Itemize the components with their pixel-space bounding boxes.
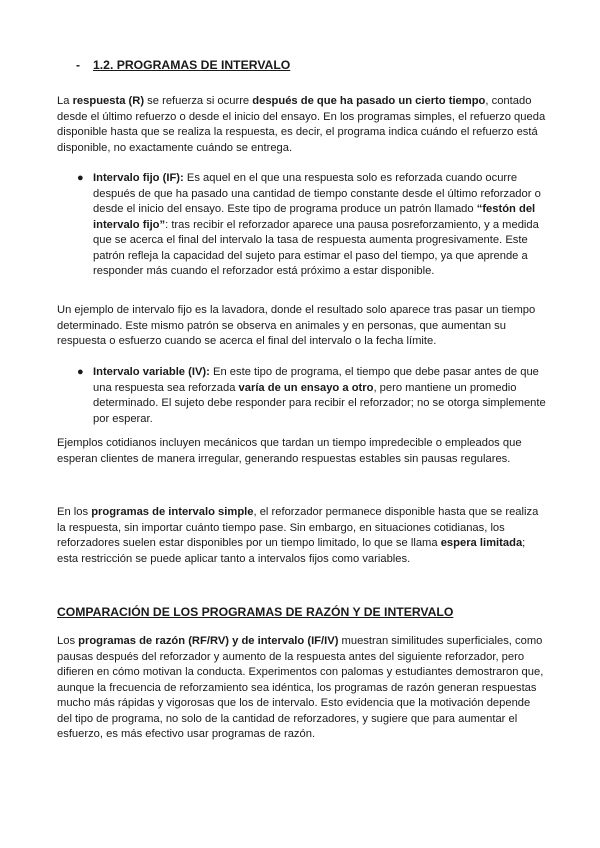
bullet-variable: ● <box>77 366 84 378</box>
bold-varia: varía de un ensayo a otro <box>238 381 374 394</box>
bold-programas-razon-intervalo: programas de razón (RF/RV) y de intervalo (IF/IV) <box>78 635 339 647</box>
limited-hold-paragraph: En los programas de intervalo simple, el reforzador permanece disponible hasta que se realiza la respuesta, sin importar cuánto tiempo pase. Sin embargo, en situaciones cotidianas, los reforzadores suelen estar disponibles por un tiempo limitado, lo que se llama espera limitada; esta restricción se puede aplicar tanto a intervalos fijos como variables. <box>57 506 539 565</box>
heading-dash: - <box>76 58 80 72</box>
bullet-fixed: ● <box>77 172 84 184</box>
term-variable-interval: Intervalo variable (IV): <box>93 366 210 378</box>
variable-example-paragraph: Ejemplos cotidianos incluyen mecánicos que tardan un tiempo impredecible o empleados que esperan clientes de manera irregular, generando respuestas estables sin pausas regulares. <box>57 437 522 465</box>
bold-tiempo: después de que ha pasado un cierto tiempo <box>252 95 486 107</box>
variable-interval-item: Intervalo variable (IV): En este tipo de programa, el tiempo que debe pasar antes de que una respuesta sea reforzada varía de un ensayo a otro, pero mantiene un promedio determinado. El sujeto debe responder para recibir el reforzador; no se otorga simplemente por esperar. <box>93 366 546 425</box>
intro-paragraph: La respuesta (R) se refuerza si ocurre después de que ha pasado un cierto tiempo, contado desde el último refuerzo o desde el inicio del ensayo. En los programas simples, el refuerzo queda disponible hasta que se realiza la respuesta, es decir, el programa indica cuándo el refuerzo está disponible, no exactamente cuándo se entrega. <box>57 95 546 154</box>
fixed-interval-item: Intervalo fijo (IF): Es aquel en el que una respuesta solo es reforzada cuando ocurre después de que ha pasado una cantidad de tiempo constante desde el último reforzador o desde el inicio del ensayo. Este tipo de programa produce un patrón llamado “festón del intervalo fijo”: tras recibir el reforzador aparece una pausa posreforzamiento, y a medida que se acerca el final del intervalo la tasa de respuesta aumenta progresivamente. Este patrón refleja la capacidad del sujeto para estimar el paso del tiempo, ya que aprende a responder más cuando el reforzador está próximo a estar disponible. <box>93 172 541 277</box>
bold-espera-limitada: espera limitada <box>440 537 523 549</box>
bold-respuesta: respuesta (R) <box>72 95 145 107</box>
bold-intervalo-simple: programas de intervalo simple <box>91 506 254 518</box>
comparison-paragraph: Los programas de razón (RF/RV) y de intervalo (IF/IV) muestran similitudes superficiales, como pausas después del reforzador y aumento de la respuesta antes del siguiente reforzador, pero difieren en cómo motivan la conducta. Experimentos con palomas y estudiantes demostraron que, aunque la frecuencia de reforzamiento sea idéntica, los programas de razón generan respuestas mucho más rápidas y vigorosas que los de intervalo. Esto evidencia que la motivación depende del tipo de programa, no solo de la cantidad de reforzadores, y sugiere que para aumentar el esfuerzo, es más efectivo usar programas de razón. <box>57 635 544 740</box>
section-title-intervalo: 1.2. PROGRAMAS DE INTERVALO <box>93 58 291 72</box>
term-feston: “festón del intervalo fijo” <box>93 203 536 231</box>
term-fixed-interval: Intervalo fijo (IF): <box>93 172 184 184</box>
fixed-example-paragraph: Un ejemplo de intervalo fijo es la lavadora, donde el resultado solo aparece tras pasar un tiempo determinado. Este mismo patrón se observa en animales y en personas, que aumentan su respuesta o esfuerzo cuando se acerca el final del intervalo o la fecha límite. <box>57 304 536 347</box>
section-title-comparacion: COMPARACIÓN DE LOS PROGRAMAS DE RAZÓN Y DE INTERVALO <box>57 605 454 619</box>
